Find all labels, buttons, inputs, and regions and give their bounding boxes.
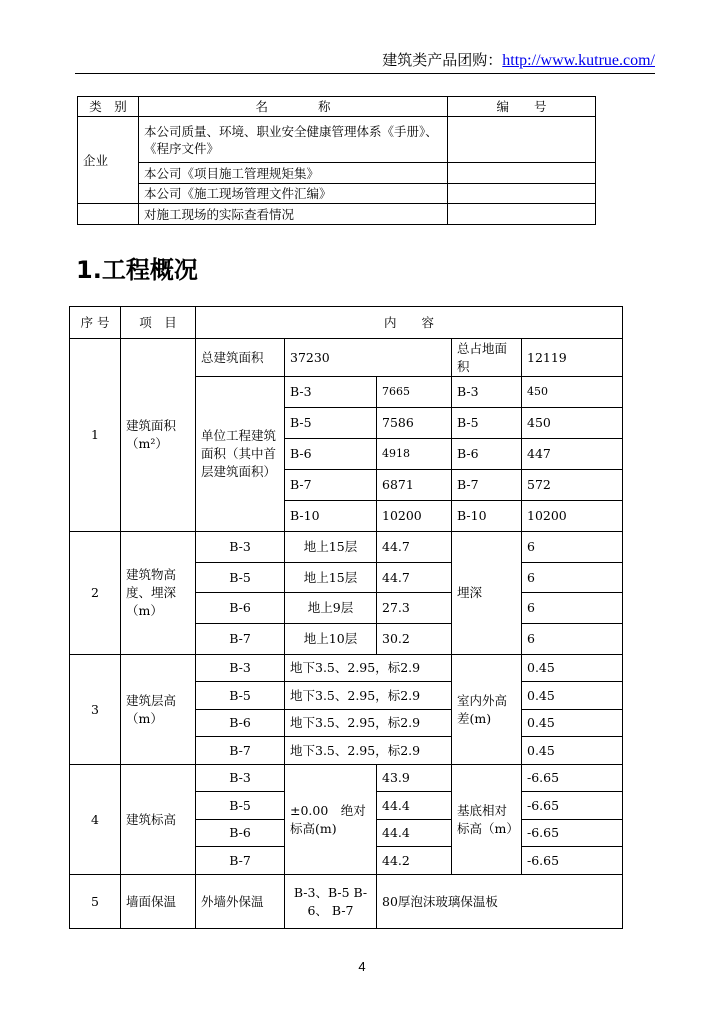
base-elevation-value: -6.65 [522, 820, 623, 847]
ref-header-name: 名 称 [139, 97, 448, 117]
storey-building: B-7 [196, 737, 285, 765]
height-building: B-3 [196, 532, 285, 563]
ref-category-empty [78, 204, 139, 225]
height-floors: 地上15层 [285, 532, 377, 563]
elevation-building: B-5 [196, 792, 285, 820]
header-link[interactable]: http://www.kutrue.com/ [502, 52, 655, 69]
ref-header-number: 编 号 [448, 97, 596, 117]
reference-table [77, 96, 596, 225]
abs-elevation-value: 44.4 [377, 820, 452, 847]
row2-no: 2 [70, 532, 121, 655]
height-building: B-5 [196, 563, 285, 593]
overview-table [69, 306, 623, 929]
height-value: 44.7 [377, 563, 452, 593]
total-area-label: 总建筑面积 [196, 339, 285, 377]
elevation-building: B-7 [196, 847, 285, 875]
overview-header-content: 内 容 [196, 307, 623, 339]
unit-area: 6871 [377, 470, 452, 501]
abs-elevation-value: 43.9 [377, 765, 452, 792]
ref-category: 企业 [78, 117, 139, 204]
total-area-value: 37230 [285, 339, 452, 377]
abs-elevation-value: 44.2 [377, 847, 452, 875]
unit-area: 10200 [377, 501, 452, 532]
height-floors: 地上15层 [285, 563, 377, 593]
storey-building: B-6 [196, 710, 285, 737]
unit-building: B-7 [452, 470, 522, 501]
unit-area: 7586 [377, 408, 452, 439]
height-building: B-7 [196, 624, 285, 655]
row5-no: 5 [70, 875, 121, 929]
storey-heights: 地下3.5、2.95，标2.9 [285, 737, 452, 765]
unit-first-floor: 572 [522, 470, 623, 501]
unit-building: B-6 [452, 439, 522, 470]
row4-item: 建筑标高 [121, 765, 196, 875]
diff-value: 0.45 [522, 710, 623, 737]
depth-value: 6 [522, 624, 623, 655]
storey-heights: 地下3.5、2.95，标2.9 [285, 710, 452, 737]
ref-row-number [448, 184, 596, 204]
header-label: 建筑类产品团购： [382, 51, 503, 69]
unit-first-floor: 10200 [522, 501, 623, 532]
unit-first-floor: 450 [522, 408, 623, 439]
overview-header-no: 序 号 [70, 307, 121, 339]
storey-heights: 地下3.5、2.95，标2.9 [285, 682, 452, 710]
unit-area-label: 单位工程建筑面积（其中首层建筑面积） [196, 377, 285, 532]
unit-building: B-7 [285, 470, 377, 501]
storey-building: B-3 [196, 655, 285, 682]
ref-row: 对施工现场的实际查看情况 [139, 204, 448, 225]
depth-label: 埋深 [452, 532, 522, 655]
ref-row: 本公司质量、环境、职业安全健康管理体系《手册》、《程序文件》 [139, 117, 448, 163]
unit-building: B-5 [285, 408, 377, 439]
ref-header-category: 类 别 [78, 97, 139, 117]
unit-building: B-3 [452, 377, 522, 408]
row3-no: 3 [70, 655, 121, 765]
unit-first-floor: 447 [522, 439, 623, 470]
overview-header-item: 项 目 [121, 307, 196, 339]
insulation-material: 80厚泡沫玻璃保温板 [377, 875, 623, 929]
unit-area: 7665 [377, 377, 452, 408]
height-value: 44.7 [377, 532, 452, 563]
header-divider [75, 73, 655, 74]
storey-heights: 地下3.5、2.95，标2.9 [285, 655, 452, 682]
height-value: 30.2 [377, 624, 452, 655]
row3-item: 建筑层高（m） [121, 655, 196, 765]
unit-area: 4918 [377, 439, 452, 470]
base-elevation-value: -6.65 [522, 765, 623, 792]
depth-value: 6 [522, 593, 623, 624]
ref-row: 本公司《项目施工管理规矩集》 [139, 163, 448, 184]
base-elevation-label: 基底相对标高（m） [452, 765, 522, 875]
row1-item: 建筑面积（m²） [121, 339, 196, 532]
base-elevation-value: -6.65 [522, 792, 623, 820]
unit-building: B-3 [285, 377, 377, 408]
storey-building: B-5 [196, 682, 285, 710]
height-value: 27.3 [377, 593, 452, 624]
unit-building: B-10 [452, 501, 522, 532]
row1-no: 1 [70, 339, 121, 532]
diff-label: 室内外高差(m) [452, 655, 522, 765]
row4-no: 4 [70, 765, 121, 875]
base-elevation-value: -6.65 [522, 847, 623, 875]
unit-building: B-5 [452, 408, 522, 439]
insulation-type: 外墙外保温 [196, 875, 285, 929]
row2-item: 建筑物高度、埋深（m） [121, 532, 196, 655]
diff-value: 0.45 [522, 655, 623, 682]
page-header [75, 50, 655, 71]
unit-building: B-6 [285, 439, 377, 470]
unit-building: B-10 [285, 501, 377, 532]
diff-value: 0.45 [522, 682, 623, 710]
elevation-building: B-6 [196, 820, 285, 847]
ref-row-number [448, 204, 596, 225]
elevation-building: B-3 [196, 765, 285, 792]
land-area-label: 总占地面积 [452, 339, 522, 377]
insulation-buildings: B-3、B-5 B-6、 B-7 [285, 875, 377, 929]
height-floors: 地上10层 [285, 624, 377, 655]
ref-row-number [448, 163, 596, 184]
land-area-value: 12119 [522, 339, 623, 377]
row5-item: 墙面保温 [121, 875, 196, 929]
depth-value: 6 [522, 532, 623, 563]
section-title: 1.工程概况 [76, 256, 198, 284]
abs-elevation-value: 44.4 [377, 792, 452, 820]
ref-row-number [448, 117, 596, 163]
abs-elevation-label: ±0.00 绝对标高(m) [285, 765, 377, 875]
height-floors: 地上9层 [285, 593, 377, 624]
depth-value: 6 [522, 563, 623, 593]
ref-row: 本公司《施工现场管理文件汇编》 [139, 184, 448, 204]
page-number: 4 [358, 959, 366, 974]
diff-value: 0.45 [522, 737, 623, 765]
unit-first-floor: 450 [522, 377, 623, 408]
height-building: B-6 [196, 593, 285, 624]
